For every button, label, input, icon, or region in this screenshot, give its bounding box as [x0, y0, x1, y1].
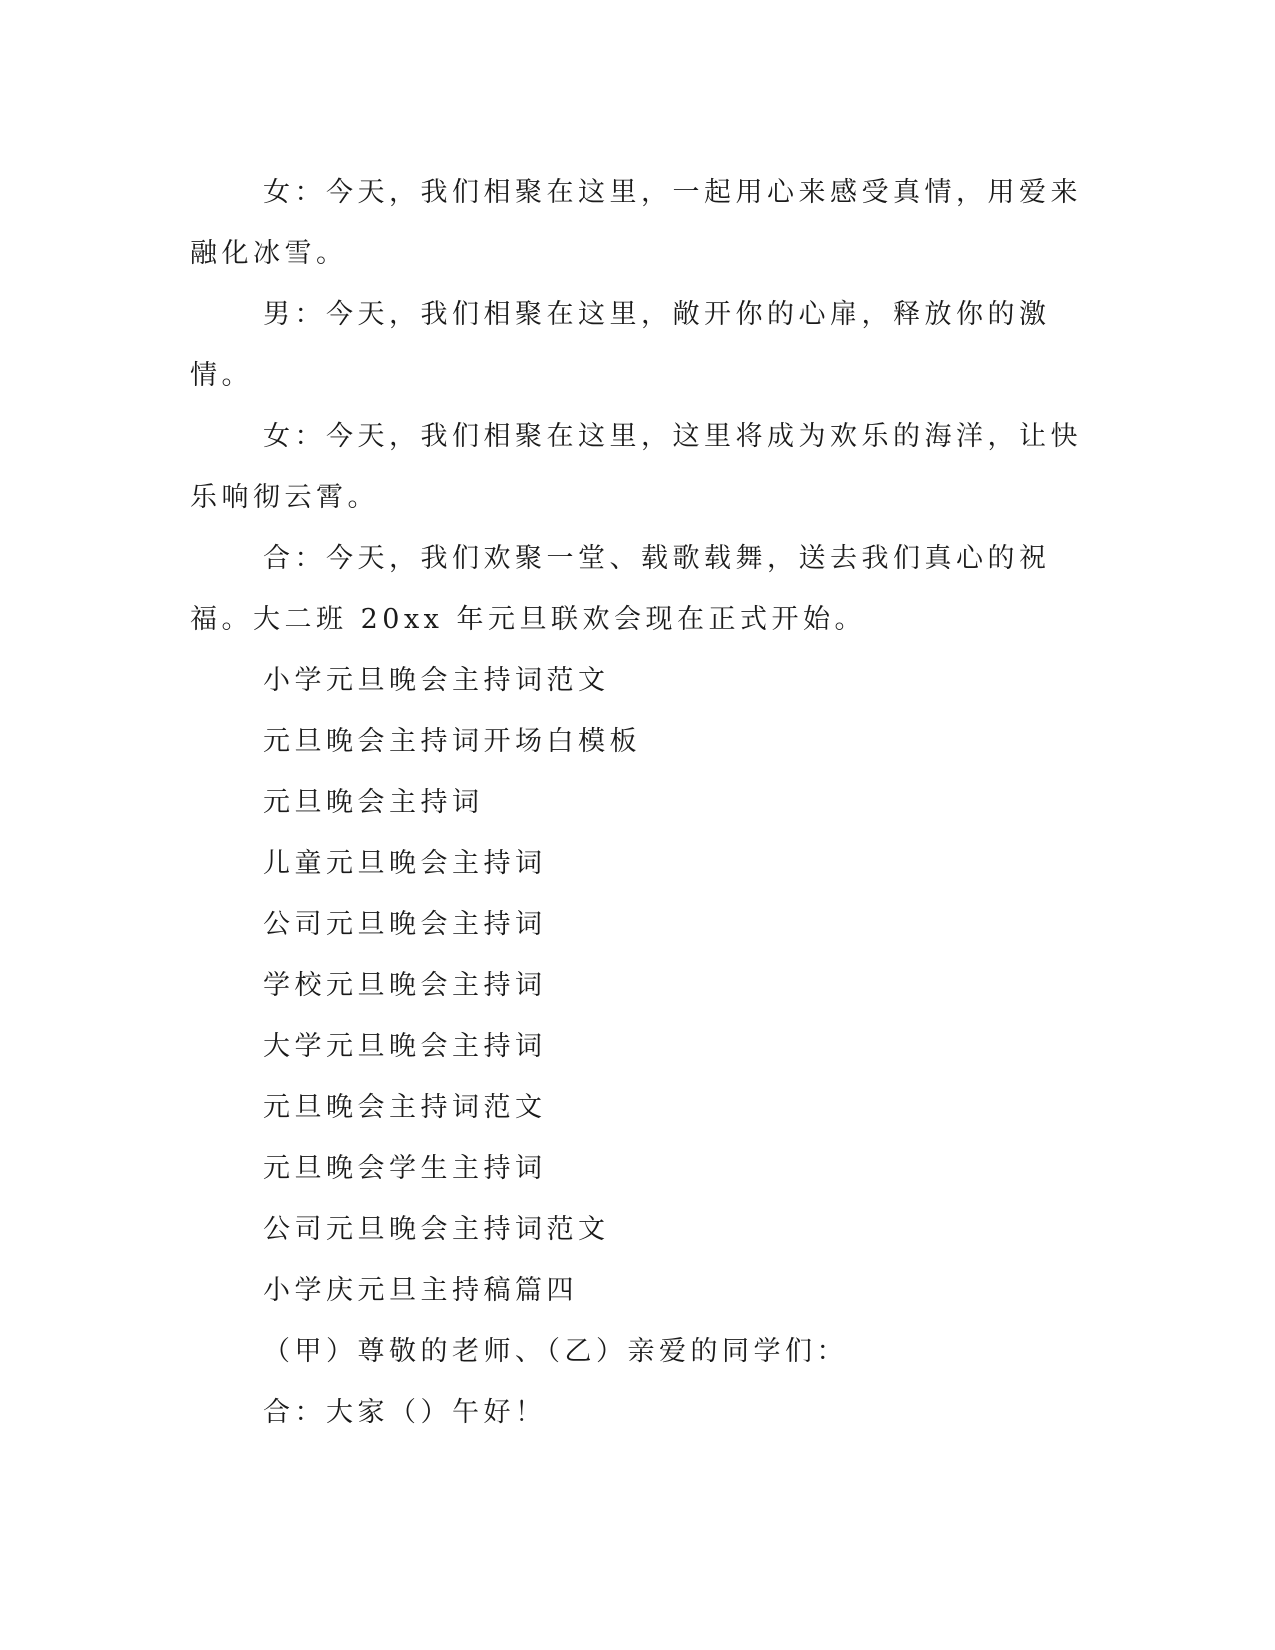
- related-title: 公司元旦晚会主持词范文: [263, 1214, 610, 1245]
- dialogue-paragraph: 女：今天，我们相聚在这里，这里将成为欢乐的海洋，让快乐响彻云霄。: [190, 421, 1082, 513]
- dialogue-paragraph: 合：今天，我们欢聚一堂、载歌载舞，送去我们真心的祝福。大二班 20xx 年元旦联欢会现在正式开始。: [190, 543, 1051, 635]
- related-title: 学校元旦晚会主持词: [263, 970, 547, 1001]
- related-title: 元旦晚会主持词: [263, 787, 484, 818]
- related-title: 公司元旦晚会主持词: [263, 909, 547, 940]
- related-title: 大学元旦晚会主持词: [263, 1031, 547, 1062]
- dialogue-paragraph: 男：今天，我们相聚在这里，敞开你的心扉，释放你的激情。: [190, 299, 1051, 391]
- section-heading: 小学庆元旦主持稿篇四: [263, 1275, 578, 1306]
- greeting-line: （甲）尊敬的老师、（乙）亲爱的同学们：: [263, 1336, 848, 1367]
- related-title: 元旦晚会主持词范文: [263, 1092, 547, 1123]
- related-title: 小学元旦晚会主持词范文: [263, 665, 610, 696]
- dialogue-paragraph: 女：今天，我们相聚在这里，一起用心来感受真情，用爱来融化冰雪。: [190, 177, 1082, 269]
- greeting-line: 合：大家（）午好！: [263, 1397, 547, 1428]
- related-title: 元旦晚会主持词开场白模板: [263, 726, 641, 757]
- document-body: [190, 162, 1085, 1443]
- related-title: 元旦晚会学生主持词: [263, 1153, 547, 1184]
- related-title: 儿童元旦晚会主持词: [263, 848, 547, 879]
